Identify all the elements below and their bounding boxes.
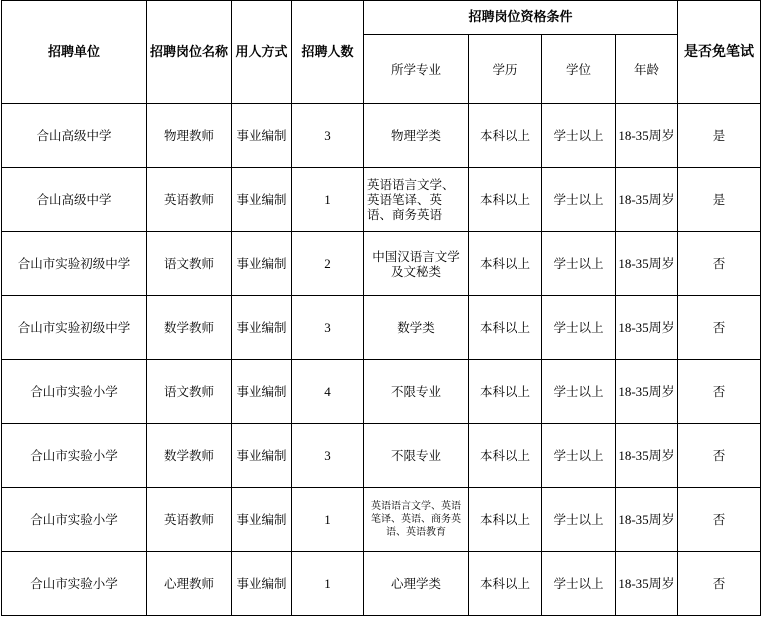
cell-age: 18-35周岁 [616,104,678,168]
table-row [2,360,761,424]
cell-written-exempt: 否 [678,424,761,488]
cell-age: 18-35周岁 [616,168,678,232]
cell-major: 物理学类 [364,104,469,168]
cell-position: 数学教师 [147,296,232,360]
cell-count: 3 [292,424,364,488]
cell-degree: 学士以上 [542,104,616,168]
cell-age: 18-35周岁 [616,488,678,552]
cell-position: 语文教师 [147,360,232,424]
table-row [2,488,761,552]
cell-degree: 学士以上 [542,168,616,232]
header-degree: 学位 [542,35,616,104]
cell-written-exempt: 否 [678,296,761,360]
cell-education: 本科以上 [469,488,542,552]
cell-written-exempt: 是 [678,168,761,232]
cell-position: 英语教师 [147,488,232,552]
cell-position: 心理教师 [147,552,232,616]
cell-major: 中国汉语言文学及文秘类 [364,232,469,296]
header-hire-method: 用人方式 [232,1,292,104]
cell-degree: 学士以上 [542,360,616,424]
cell-major: 英语语言文学、英语笔译、英语、商务英语、英语教育 [364,488,469,552]
cell-position: 英语教师 [147,168,232,232]
cell-education: 本科以上 [469,424,542,488]
cell-unit: 合山高级中学 [2,104,147,168]
cell-unit: 合山市实验初级中学 [2,232,147,296]
cell-count: 1 [292,168,364,232]
cell-hire-method: 事业编制 [232,552,292,616]
cell-unit: 合山市实验小学 [2,488,147,552]
cell-age: 18-35周岁 [616,552,678,616]
table-row [2,296,761,360]
cell-major: 不限专业 [364,424,469,488]
cell-hire-method: 事业编制 [232,360,292,424]
cell-major: 数学类 [364,296,469,360]
cell-degree: 学士以上 [542,424,616,488]
cell-written-exempt: 否 [678,552,761,616]
header-major: 所学专业 [364,35,469,104]
cell-degree: 学士以上 [542,552,616,616]
header-qualifications: 招聘岗位资格条件 [364,1,678,35]
cell-hire-method: 事业编制 [232,232,292,296]
cell-degree: 学士以上 [542,232,616,296]
recruitment-table [1,0,761,616]
cell-unit: 合山市实验初级中学 [2,296,147,360]
cell-count: 1 [292,552,364,616]
cell-major: 英语语言文学、英语笔译、英语、商务英语 [364,168,469,232]
cell-education: 本科以上 [469,552,542,616]
table-row [2,552,761,616]
table-row [2,168,761,232]
cell-written-exempt: 是 [678,104,761,168]
cell-written-exempt: 否 [678,360,761,424]
cell-age: 18-35周岁 [616,296,678,360]
cell-written-exempt: 否 [678,232,761,296]
cell-age: 18-35周岁 [616,424,678,488]
cell-position: 数学教师 [147,424,232,488]
cell-education: 本科以上 [469,168,542,232]
header-position: 招聘岗位名称 [147,1,232,104]
cell-hire-method: 事业编制 [232,168,292,232]
cell-count: 4 [292,360,364,424]
cell-position: 物理教师 [147,104,232,168]
cell-education: 本科以上 [469,232,542,296]
header-row-top [2,1,761,35]
cell-hire-method: 事业编制 [232,424,292,488]
header-age: 年龄 [616,35,678,104]
header-count: 招聘人数 [292,1,364,104]
cell-degree: 学士以上 [542,296,616,360]
table-row [2,424,761,488]
cell-age: 18-35周岁 [616,232,678,296]
cell-education: 本科以上 [469,360,542,424]
cell-degree: 学士以上 [542,488,616,552]
table-body [2,104,761,616]
cell-hire-method: 事业编制 [232,104,292,168]
cell-unit: 合山高级中学 [2,168,147,232]
cell-written-exempt: 否 [678,488,761,552]
cell-count: 3 [292,104,364,168]
cell-count: 1 [292,488,364,552]
table-row [2,232,761,296]
cell-unit: 合山市实验小学 [2,552,147,616]
header-unit: 招聘单位 [2,1,147,104]
table-row [2,104,761,168]
cell-education: 本科以上 [469,104,542,168]
cell-unit: 合山市实验小学 [2,424,147,488]
cell-unit: 合山市实验小学 [2,360,147,424]
cell-position: 语文教师 [147,232,232,296]
cell-major: 不限专业 [364,360,469,424]
cell-count: 2 [292,232,364,296]
header-education: 学历 [469,35,542,104]
cell-major: 心理学类 [364,552,469,616]
cell-education: 本科以上 [469,296,542,360]
header-written-exempt: 是否免笔试 [678,1,761,104]
cell-count: 3 [292,296,364,360]
cell-age: 18-35周岁 [616,360,678,424]
cell-hire-method: 事业编制 [232,296,292,360]
cell-hire-method: 事业编制 [232,488,292,552]
